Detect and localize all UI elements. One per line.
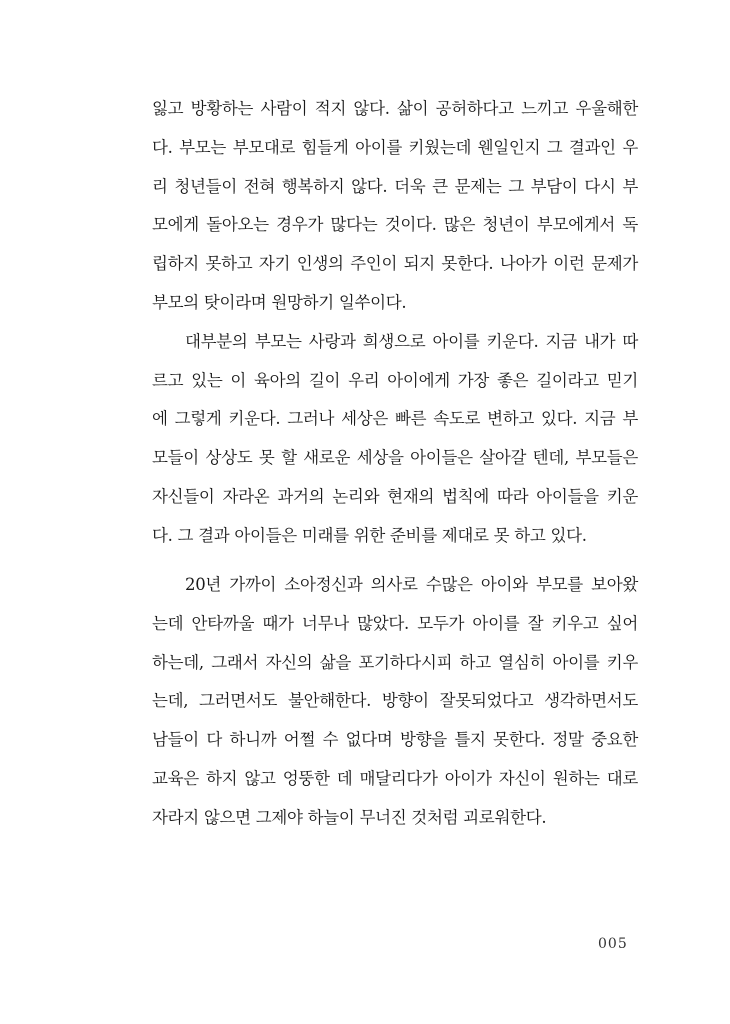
text-line: 립하지 못하고 자기 인생의 주인이 되지 못한다. 나아가 이런 문제가	[152, 254, 638, 274]
paragraph-3	[152, 566, 638, 838]
page-number: 005	[598, 936, 628, 952]
paragraph-1	[152, 90, 638, 323]
paragraph-2	[152, 323, 638, 556]
text-line: 에 그렇게 키운다. 그러나 세상은 빠른 속도로 변하고 있다. 지금 부	[152, 409, 638, 429]
text-line: 남들이 다 하니까 어쩔 수 없다며 방향을 틀지 못한다. 정말 중요한	[152, 730, 638, 750]
text-line: 다. 그 결과 아이들은 미래를 위한 준비를 제대로 못 하고 있다.	[152, 525, 587, 545]
text-line: 다. 부모는 부모대로 힘들게 아이를 키웠는데 웬일인지 그 결과인 우	[152, 137, 638, 157]
text-line: 는데 안타까울 때가 너무나 많았다. 모두가 아이를 잘 키우고 싶어	[152, 613, 638, 633]
body-text-top	[152, 90, 638, 556]
text-line: 모들이 상상도 못 할 새로운 세상을 아이들은 살아갈 텐데, 부모들은	[152, 448, 638, 468]
text-line: 20년 가까이 소아정신과 의사로 수많은 아이와 부모를 보아왔	[185, 575, 638, 594]
text-line: 모에게 돌아오는 경우가 많다는 것이다. 많은 청년이 부모에게서 독	[152, 215, 638, 235]
text-line: 하는데, 그래서 자신의 삶을 포기하다시피 하고 열심히 아이를 키우	[152, 652, 638, 672]
text-line: 리 청년들이 전혀 행복하지 않다. 더욱 큰 문제는 그 부담이 다시 부	[152, 176, 638, 196]
text-line: 자신들이 자라온 과거의 논리와 현재의 법칙에 따라 아이들을 키운	[152, 486, 638, 506]
text-line: 르고 있는 이 육아의 길이 우리 아이에게 가장 좋은 길이라고 믿기	[152, 370, 638, 390]
text-line: 교육은 하지 않고 엉뚱한 데 매달리다가 아이가 자신이 원하는 대로	[152, 768, 638, 788]
text-line: 대부분의 부모는 사랑과 희생으로 아이를 키운다. 지금 내가 따	[185, 331, 638, 351]
text-line: 자라지 않으면 그제야 하늘이 무너진 것처럼 괴로워한다.	[152, 807, 547, 827]
text-line: 잃고 방황하는 사람이 적지 않다. 삶이 공허하다고 느끼고 우울해한	[152, 99, 638, 118]
body-text-bottom	[152, 566, 638, 838]
text-line: 부모의 탓이라며 원망하기 일쑤이다.	[152, 292, 407, 312]
text-line: 는데, 그러면서도 불안해한다. 방향이 잘못되었다고 생각하면서도	[152, 691, 638, 711]
